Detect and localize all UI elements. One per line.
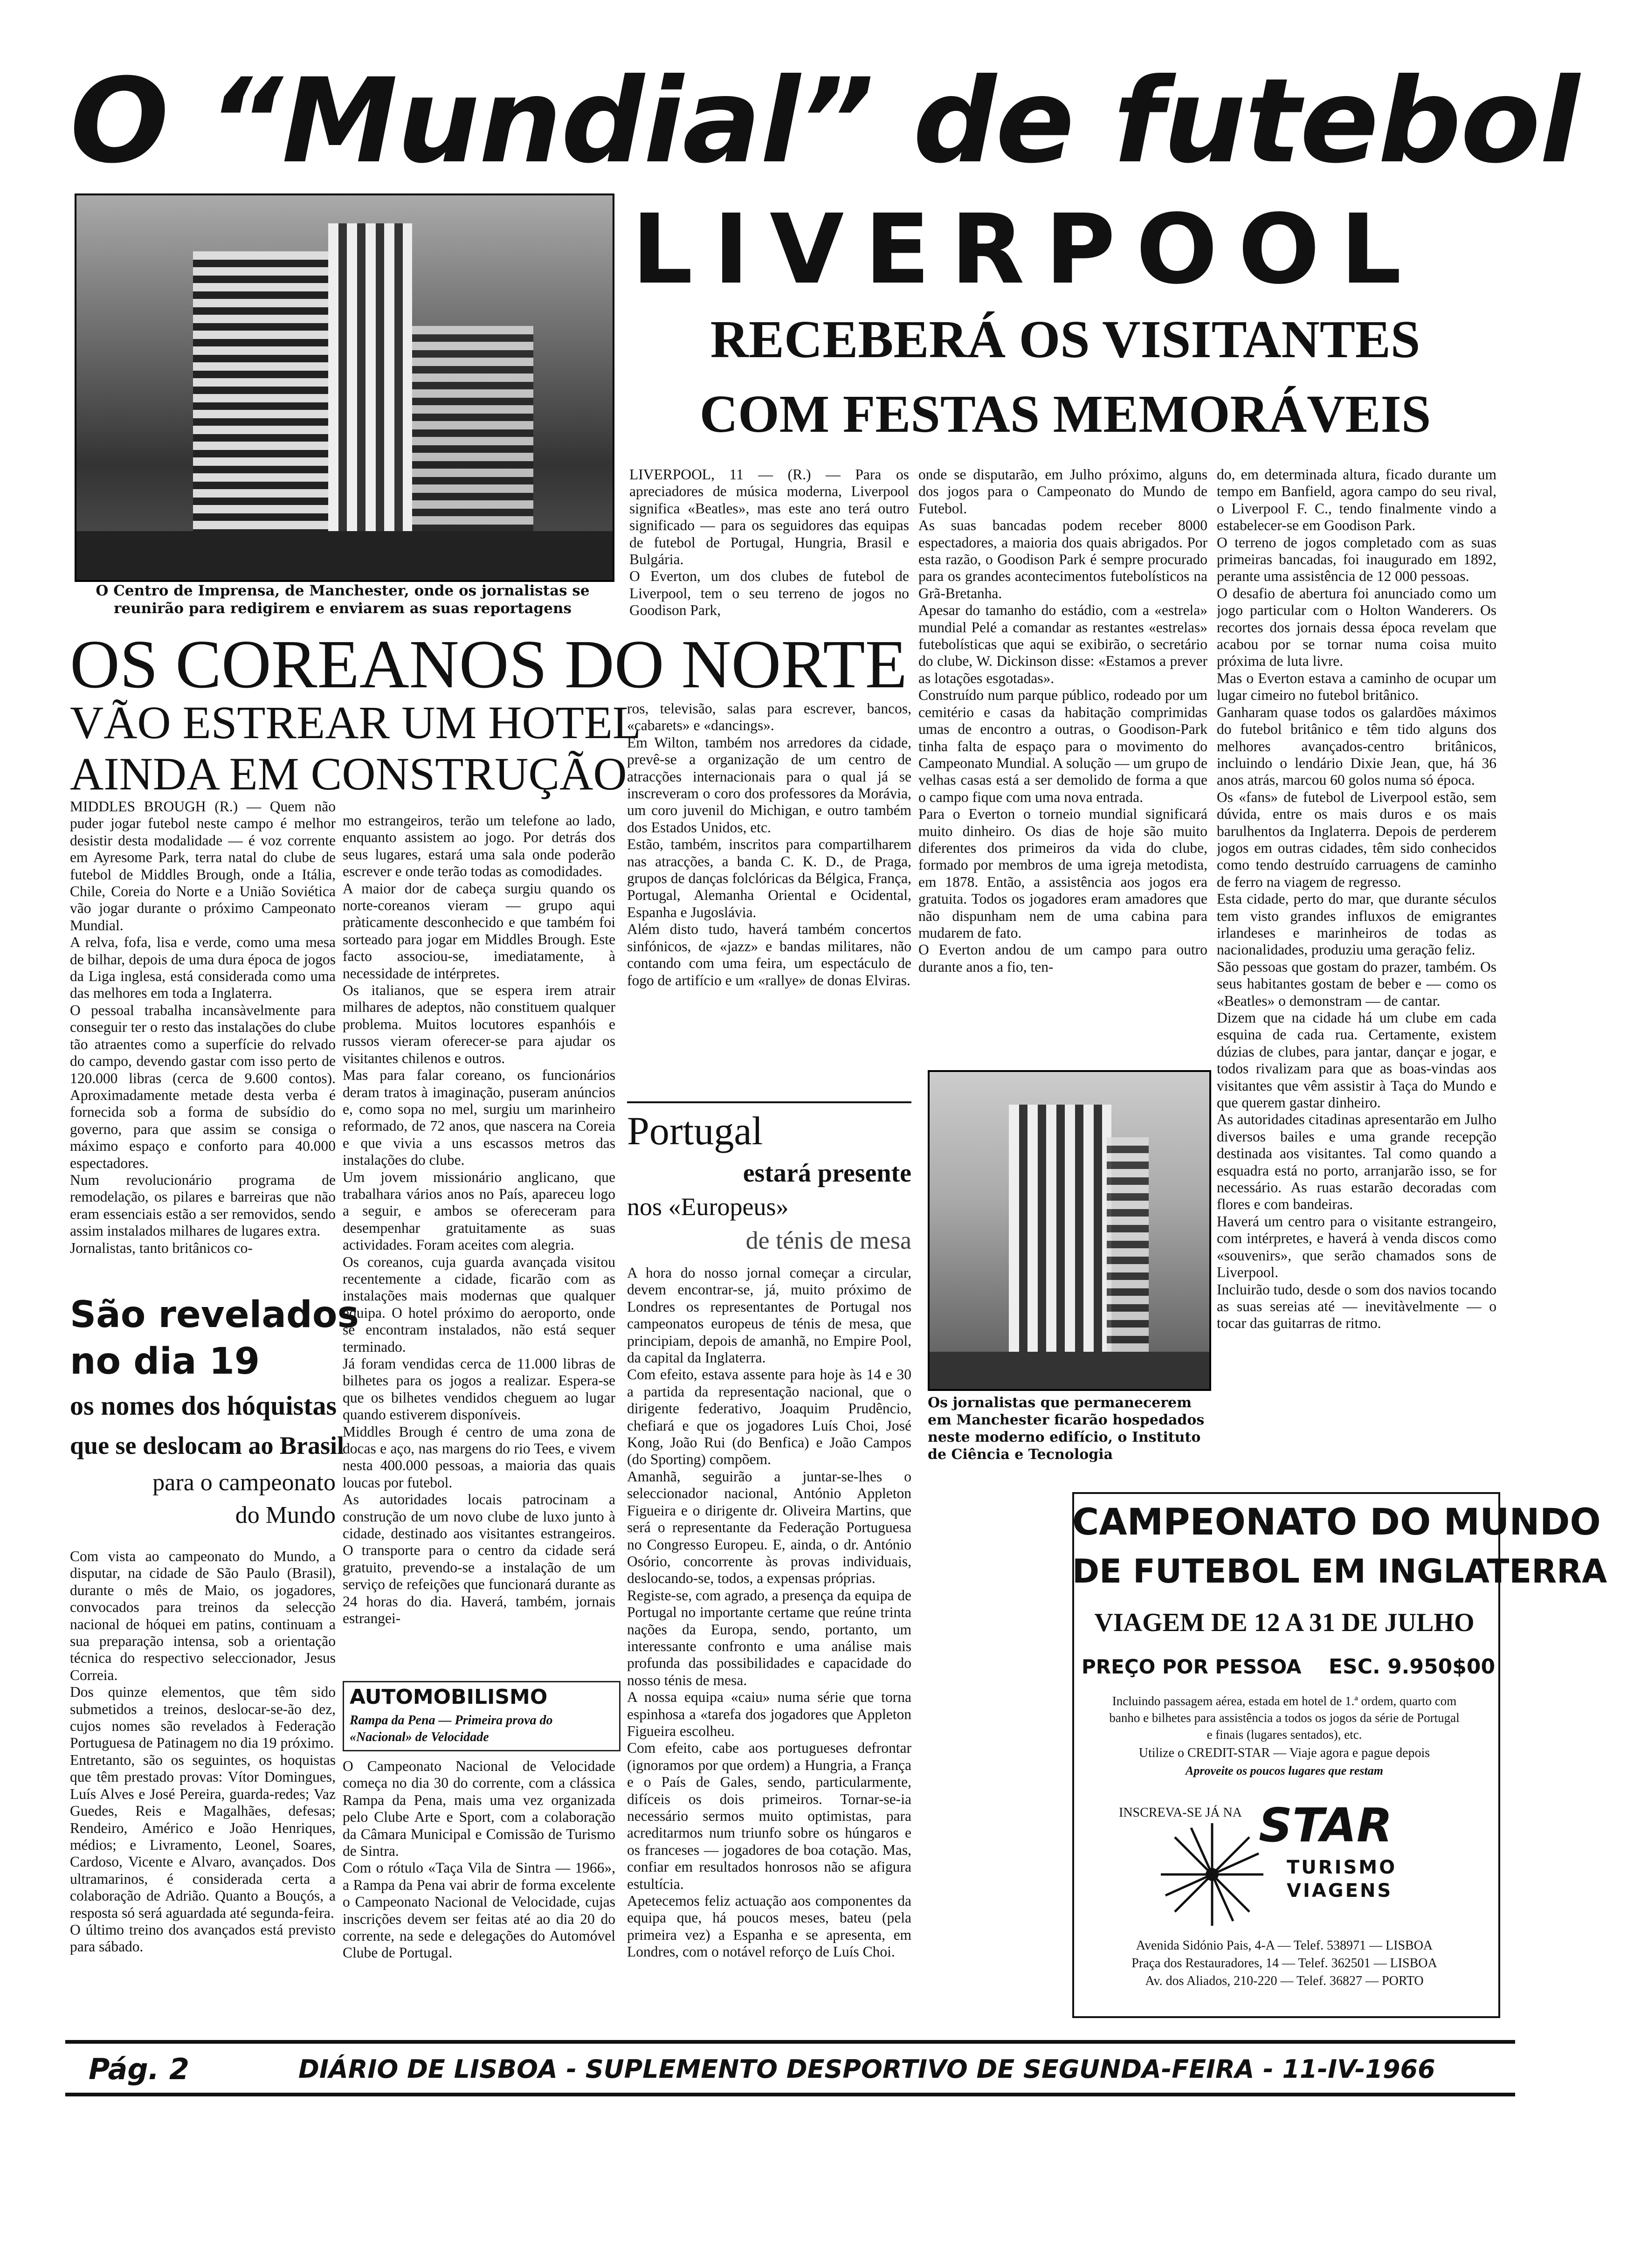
portugal-top-rule xyxy=(627,1101,911,1103)
coreanos-article-col1: MIDDLES BROUGH (R.) — Quem não puder jogar futebol neste campo é melhor desistir desta modalidade — é voz corrente em Ayresome Park, terra natal do clube de futebol de Middles Brough, onde a Itália, Chile, Coreia do Norte e a União Soviética vão jogar durante o próximo Campeonato Mundial. A relva, fofa, lisa e verde, como uma mesa de bilhar, depois de uma dura época de jogos da Liga inglesa, está considerada como uma das melhores em toda a Inglaterra. O pessoal trabalha incansàvelmente para conseguir ter o resto das instalações do clube tão atraentes como a superfície do relvado do campo, devendo gastar com isso perto de 120.000 libras (cerca de 9.600 contos). Aproximadamente metade desta verba é fornecida sob a forma de subsídio do governo, para que assim se consiga o máximo espaço e conforto para 40.000 espectadores. Num revolucionário programa de remodelação, os pilares e barreiras que não eram essenciais estão a ser removidos, sendo assim instalados milhares de lugares extra. Jornalistas, tanto britânicos co- xyxy=(70,798,336,1256)
footer-page-number: Pág. 2 xyxy=(89,2052,189,2086)
ad-line-2: DE FUTEBOL EM INGLATERRA xyxy=(1072,1552,1607,1590)
science-institute-caption: Os jornalistas que permanecerem em Manchester ficarão hospedados neste moderno edifício, o Instituto de Ciência e Tecnologia xyxy=(928,1395,1205,1463)
hoquistas-headline-5: para o campeonato xyxy=(152,1469,336,1496)
ad-includes-1: Incluindo passagem aérea, estada em hotel de 1.ª ordem, quarto com xyxy=(1112,1694,1457,1708)
ad-price-value: ESC. 9.950$00 xyxy=(1329,1655,1496,1679)
coreanos-article-col3: ros, televisão, salas para escrever, bancos, «cabarets» e «dancings». Em Wilton, também nos arredores da cidade, prevê-se a organização de um centro de atracções internacionais para o qual já se inscreveram o coro dos professores da Morávia, um coro juvenil do Michigan, e outro também dos Estados Unidos, etc. Estão, também, inscritos para compartilharem nas atracções, a banda C. K. D., de Praga, grupos de danças folclóricas da Bélgica, França, Portugal, Alemanha Oriental e Ocidental, Espanha e Jugoslávia. Além disto tudo, haverá também concertos sinfónicos, de «jazz» e bandas militares, não contando com uma feira, um espectáculo de fogo de artifício e um «rallye» de donas Elviras. xyxy=(627,700,911,989)
automobilismo-subtitle: Rampa da Pena — Primeira prova do «Nacional» de Velocidade xyxy=(350,1713,553,1744)
automobilismo-article: O Campeonato Nacional de Velocidade começa no dia 30 do corrente, com a clássica Rampa da Pena, mais uma vez organizada pelo Clube Arte e Sport, com a colaboração da Câmara Municipal e Comissão de Turismo de Sintra. Com o rótulo «Taça Vila de Sintra — 1966», a Rampa da Pena vai abrir de forma excelente o Campeonato Nacional de Velocidade, cujas inscrições devem ser feitas até ao dia 20 do corrente, na sede e delegações do Automóvel Clube de Portugal. xyxy=(343,1758,615,1961)
ad-remaining-places: Aproveite os poucos lugares que restam xyxy=(1186,1764,1383,1777)
hoquistas-headline-6: do Mundo xyxy=(235,1502,336,1528)
automobilismo-headline: AUTOMOBILISMO xyxy=(350,1685,548,1709)
liverpool-article-col3: do, em determinada altura, ficado durante um tempo em Banfield, agora campo do seu rival, o Liverpool F. C., tendo finalmente vindo a estabelecer-se em Goodison Park. O terreno de jogos completado com as suas primeiras bancadas, foi inaugurado em 1892, perante uma assistência de 12 000 pessoas. O desafio de abertura foi anunciado como um jogo particular com o Holton Wanderers. Os recortes dos jornais dessa época revelam que acabou por se tornar numa coisa muito próxima de luta livre. Mas o Everton estava a caminho de ocupar um lugar cimeiro no futebol britânico. Ganharam quase todos os galardões máximos do futebol britânico e têm tido alguns dos melhores avançados-centro britânicos, incluindo o lendário Dixie Jean, que, há 36 anos atrás, marcou 60 golos numa só época. Os «fans» de futebol de Liverpool estão, sem dúvida, entre os mais duros e os mais barulhentos da Inglaterra. Depois de perderem jogos em outras cidades, têm sido conhecidos como tendo destruído carruagens de caminho de ferro na viagem de regresso. Esta cidade, perto do mar, que durante séculos tem visto grandes influxos de emigrantes irlandeses e marinheiros de todas as nacionalidades, produziu uma geração feliz. São pessoas que gostam do prazer, também. Os seus habitantes gostam de beber e — como os «Beatles» o demonstram — de cantar. Dizem que na cidade há um clube em cada esquina de cada rua. Certamente, existem dúzias de clubes, para jantar, dançar e jogar, e todos rivalizam para que as boas-vindas aos visitantes que vêm assistir à Taça do Mundo e que querem gastar dinheiro. As autoridades citadinas apresentarão em Julho diversos bailes e uma grande recepção destinada aos visitantes. Tal como quando a esquadra está no porto, arranjarão isso, se for necessário. As ruas estarão decoradas com flores e com bandeiras. Haverá um centro para o visitante estrangeiro, com intérpretes, e haverá à venda discos como «souvenirs», que serão chamados sons de Liverpool. Incluirão tudo, desde o som dos navios tocando as suas sereias até — inevitàvelmente — o tocar das guitarras de ritmo. xyxy=(1217,466,1496,1332)
hoquistas-headline-4: que se deslocam ao Brasil xyxy=(70,1431,344,1459)
press-center-caption: O Centro de Imprensa, de Manchester, onde os jornalistas se reunirão para redigirem e enviarem as suas reportagens xyxy=(96,582,590,617)
hoquistas-headline-2: no dia 19 xyxy=(70,1341,260,1383)
liverpool-subtitle-1: RECEBERÁ OS VISITANTES xyxy=(710,310,1420,369)
footer-top-rule xyxy=(65,2040,1515,2044)
ad-brand-sub-1: TURISMO xyxy=(1287,1857,1397,1878)
coreanos-subtitle-2: AINDA EM CONSTRUÇÃO xyxy=(70,748,627,800)
footer-bottom-rule xyxy=(65,2093,1515,2096)
footer-publication: DIÁRIO DE LISBOA - SUPLEMENTO DESPORTIVO DE SEGUNDA-FEIRA - 11-IV-1966 xyxy=(298,2054,1435,2084)
portugal-subtitle-2: nos «Europeus» xyxy=(627,1193,789,1221)
portugal-subtitle-1: estará presente xyxy=(743,1159,911,1188)
ad-line-3: VIAGEM DE 12 A 31 DE JULHO xyxy=(1094,1608,1475,1637)
coreanos-article-col2: mo estrangeiros, terão um telefone ao lado, enquanto assistem ao jogo. Por detrás dos seus lugares, estará uma sala onde poderão escrever e onde terão todas as comodidades. A maior dor de cabeça surgiu quando os norte-coreanos vieram — grupo aqui pràticamente desconhecido e que também foi sorteado para jogar em Middles Brough. Este facto associou-se, imediatamente, à necessidade de intérpretes. Os italianos, que se espera irem atrair milhares de adeptos, não constituem qualquer problema. Muitos locutores espanhóis e russos vieram oferecer-se para ajudar os visitantes chilenos e outros. Mas para falar coreano, os funcionários deram tratos à imaginação, puseram anúncios e, como sopa no mel, surgiu um marinheiro reformado, de 72 anos, que nascera na Coreia e que vivia a uns escassos metros das instalações do clube. Um jovem missionário anglicano, que trabalhara vários anos no País, apareceu logo a seguir, e ambos se ofereceram para desempenhar gratuitamente as suas actividades. Foram aceites com alegria. Os coreanos, cuja guarda avançada visitou recentemente a cidade, ficarão com as instalações mais modernas que qualquer equipa. O hotel próximo do aeroporto, onde se encontram instalados, não está sequer terminado. Já foram vendidas cerca de 11.000 libras de bilhetes para os jogos a realizar. Espera-se que os bilhetes vendidos cheguem ao lugar quando estiverem disponíveis. Middles Brough é centro de uma zona de docas e aço, nas margens do rio Tees, e vivem nesta 400.000 pessoas, a maioria das quais loucas por futebol. As autoridades locais patrocinam a construção de um novo clube de luxo junto à cidade, destinado aos visitantes estrangeiros. O transporte para o centro da cidade será gratuito, prevendo-se a instalação de um serviço de refeições que funcionará durante as 24 horas do dia. Haverá, também, jornais estrangei- xyxy=(343,812,615,1627)
coreanos-subtitle-1: VÃO ESTREAR UM HOTEL xyxy=(70,697,641,748)
page-masthead: O “Mundial” de futebol xyxy=(70,53,1579,189)
liverpool-subtitle-2: COM FESTAS MEMORÁVEIS xyxy=(699,384,1431,443)
star-icon xyxy=(1156,1819,1268,1930)
ad-includes-3: e finais (lugares sentados), etc. xyxy=(1207,1728,1362,1742)
ad-brand-sub-2: VIAGENS xyxy=(1287,1880,1393,1902)
ad-brand-name: STAR xyxy=(1259,1798,1393,1853)
liverpool-article-col1: LIVERPOOL, 11 — (R.) — Para os apreciadores de música moderna, Liverpool significa «Beatles», mas este ano terá outro significado — para os seguidores das equipas de futebol de Portugal, Hungria, Brasil e Bulgária. O Everton, um dos clubes de futebol de Liverpool, tem o seu terreno de jogos no Goodison Park, xyxy=(629,466,909,619)
coreanos-headline: OS COREANOS DO NORTE xyxy=(70,626,908,703)
ad-register-text: INSCREVA-SE JÁ NA xyxy=(1119,1805,1242,1820)
science-institute-photo xyxy=(928,1070,1211,1391)
ad-credit-star: Utilize o CREDIT-STAR — Viaje agora e pague depois xyxy=(1138,1746,1430,1760)
portugal-headline: Portugal xyxy=(627,1108,763,1153)
ad-price-label: PREÇO POR PESSOA xyxy=(1082,1655,1302,1678)
ad-line-1: CAMPEONATO DO MUNDO xyxy=(1072,1501,1601,1543)
ad-address-3: Av. dos Aliados, 210-220 — Telef. 36827 — PORTO xyxy=(1145,1974,1424,1988)
ad-address-2: Praça dos Restauradores, 14 — Telef. 362501 — LISBOA xyxy=(1131,1956,1437,1971)
liverpool-article-col2: onde se disputarão, em Julho próximo, alguns dos jogos para o Campeonato do Mundo de Futebol. As suas bancadas podem receber 8000 espectadores, a maioria dos quais abrigados. Por esta razão, o Goodison Park é sempre procurado para os grandes acontecimentos futebolísticos na Grã-Bretanha. Apesar do tamanho do estádio, com a «estrela» mundial Pelé a comandar as restantes «estrelas» futebolísticas que aqui se exibirão, o secretário do clube, W. Dickinson disse: «Estamos a prever as lotações esgotadas». Construído num parque público, rodeado por um cemitério e casas da habitação comprimidas umas de encontro a outras, o Goodison-Park tinha falta de espaço para o movimento do Campeonato Mundial. A solução — um grupo de velhas casas está a ser demolido de forma a que o campo fique com uma nova entrada. Para o Everton o torneio mundial significará muito dinheiro. Os dias de hoje são muito diferentes dos primeiros da vida do clube, formado por membros de uma igreja metodista, em 1878. Então, a assistência aos jogos era gratuita. Todos os jogadores eram amadores que não dispunham nem de uma cabina para mudarem de fato. O Everton andou de um campo para outro durante anos a fio, ten- xyxy=(918,466,1207,975)
hoquistas-headline-1: São revelados xyxy=(70,1294,359,1336)
hoquistas-headline-3: os nomes dos hóquistas xyxy=(70,1390,337,1421)
portugal-article: A hora do nosso jornal começar a circular, devem encontrar-se, já, muito próximo de Londres os representantes de Portugal nos campeonatos europeus de ténis de mesa, que principiam, depois de amanhã, no Empire Pool, da capital da Inglaterra. Com efeito, estava assente para hoje às 14 e 30 a partida da representação nacional, que o dirigente federativo, Joaquim Prudêncio, chefiará e que os jogadores Luís Choi, José Kong, João Rui (do Benfica) e João Campos (do Sporting) compõem. Amanhã, seguirão a juntar-se-lhes o seleccionador nacional, António Appleton Figueira e o dirigente dr. Oliveira Martins, que será o representante da Federação Portuguesa no Congresso Europeu. E, ainda, o dr. António Osório, concorrente às provas individuais, deslocando-se, todos, a expensas próprias. Registe-se, com agrado, a presença da equipa de Portugal no importante certame que reúne trinta nações da Europa, sendo, portanto, um interessante confronto e uma análise mais profunda das possibilidades e capacidade do nosso ténis de mesa. A nossa equipa «caiu» numa série que torna espinhosa a «tarefa dos jogadores que Appleton Figueira escolheu. Com efeito, cabe aos portugueses defrontar (ignoramos por que ordem) a Hungria, a França e o País de Gales, sendo, particularmente, difíceis os dois primeiros. Tornar-se-ia necessário sermos muito optimistas, para acreditarmos num triunfo sobre os húngaros e os franceses — jogadores de boa cotação. Mas, confiar em resultados honrosos não se afigura estultícia. Apetecemos feliz actuação aos componentes da equipa que, há poucos meses, bateu (pela primeira vez) a Espanha e se apresenta, em Londres, com o notável reforço de Luís Choi. xyxy=(627,1265,911,1960)
ad-includes-2: banho e bilhetes para assistência a todos os jogos da série de Portugal xyxy=(1109,1711,1460,1725)
press-center-photo xyxy=(75,194,614,582)
ad-address-1: Avenida Sidónio Pais, 4-A — Telef. 538971 — LISBOA xyxy=(1136,1938,1433,1953)
liverpool-headline: LIVERPOOL xyxy=(632,194,1422,305)
hoquistas-article: Com vista ao campeonato do Mundo, a disputar, na cidade de São Paulo (Brasil), durante o mês de Maio, os jogadores, convocados para treinos da selecção nacional de hóquei em patins, continuam a sua preparação intensa, sob a orientação técnica do respectivo seleccionador, Jesus Correia. Dos quinze elementos, que têm sido submetidos a treinos, deslocar-se-ão dez, cujos nomes são revelados à Federação Portuguesa de Patinagem no dia 19 próximo. Entretanto, são os seguintes, os hoquistas que têm prestado provas: Vítor Domingues, Luís Alves e José Pereira, guarda-redes; Vaz Guedes, Reis e Magalhães, defesas; Rendeiro, Américo e João Henriques, médios; e Livramento, Leonel, Soares, Cardoso, Vicente e Alvaro, avançados. Dos ultramarinos, é considerada certa a colaboração de Adrião. Quanto a Bouçós, a resposta só será aguardada até segunda-feira. O último treino dos avançados está previsto para sábado. xyxy=(70,1548,336,1955)
portugal-subtitle-3: de ténis de mesa xyxy=(745,1226,911,1254)
